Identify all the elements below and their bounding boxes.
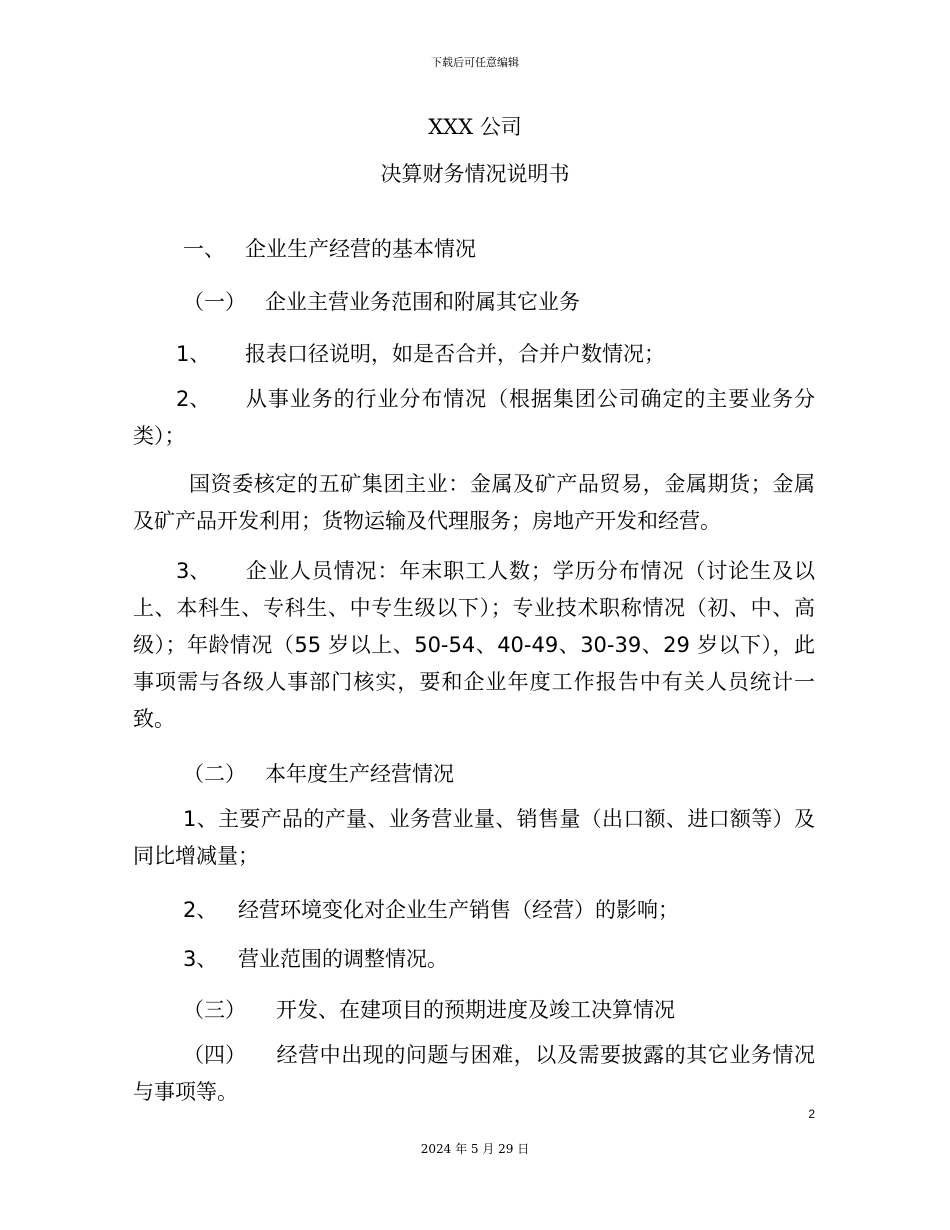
- item-2-3-text: 营业范围的调整情况。: [238, 947, 448, 971]
- item-3-number: 3、: [176, 559, 211, 583]
- item-2-number: 2、: [176, 387, 211, 411]
- subsection-4-number: （四）: [183, 1043, 246, 1067]
- document-title: 决算财务情况说明书: [380, 162, 570, 186]
- subsection-1-number: （一）: [183, 290, 246, 314]
- item-2-text: 从事业务的行业分布情况（根据集团公司确定的主要业务分类）；: [133, 387, 815, 448]
- item-2-1-text: 主要产品的产量、业务营业量、销售量（出口额、进口额等）及同比增减量；: [133, 807, 815, 868]
- item-3: [133, 553, 815, 738]
- subsection-4: [133, 1037, 815, 1111]
- subsection-3-text: 开发、在建项目的预期进度及竣工决算情况: [276, 998, 675, 1022]
- subsection-4-text: 经营中出现的问题与困难，以及需要披露的其它业务情况与事项等。: [133, 1043, 815, 1104]
- subsection-2-number: （二）: [183, 762, 246, 786]
- subsection-1-heading: [183, 286, 580, 316]
- subsection-1-text: 企业主营业务范围和附属其它业务: [265, 290, 580, 314]
- item-1-number: 1、: [176, 342, 211, 366]
- item-2-3: [183, 943, 448, 973]
- subsection-3-number: （三）: [183, 998, 246, 1022]
- item-2-3-number: 3、: [183, 947, 218, 971]
- item-1: [176, 338, 665, 368]
- subsection-3-heading: [183, 994, 675, 1024]
- subsection-2-text: 本年度生产经营情况: [265, 762, 454, 786]
- section-1-heading: [183, 233, 476, 263]
- section-1-number: 一、: [183, 237, 225, 261]
- item-2: [133, 381, 815, 455]
- item-2-1-number: 1、: [183, 807, 219, 831]
- item-2-2: [183, 894, 679, 924]
- guozi-paragraph: 国资委核定的五矿集团主业：金属及矿产品贸易，金属期货；金属及矿产品开发利用；货物运输及代理服务；房地产开发和经营。: [133, 472, 815, 533]
- item-2-1: [133, 801, 815, 875]
- page-number: 2: [808, 1107, 815, 1121]
- page-header: 下载后可任意编辑: [431, 56, 519, 69]
- item-1-text: 报表口径说明，如是否合并，合并户数情况；: [245, 342, 665, 366]
- item-2-2-text: 经营环境变化对企业生产销售（经营）的影响；: [238, 898, 679, 922]
- item-2-2-number: 2、: [183, 898, 218, 922]
- footer-date: 2024 年 5 月 29 日: [420, 1142, 530, 1156]
- company-title: XXX 公司: [428, 115, 522, 139]
- section-1-text: 企业生产经营的基本情况: [245, 237, 476, 261]
- subsection-2-heading: [183, 758, 454, 788]
- item-3-text: 企业人员情况：年末职工人数；学历分布情况（讨论生及以上、本科生、专科生、中专生级以下）；专业技术职称情况（初、中、高级）；年龄情况（55 岁以上、50-54、40-49、30-39、29 岁以下），此事项需与各级人事部门核实，要和企业年度工作报告中有关人员统计一致。: [133, 559, 815, 731]
